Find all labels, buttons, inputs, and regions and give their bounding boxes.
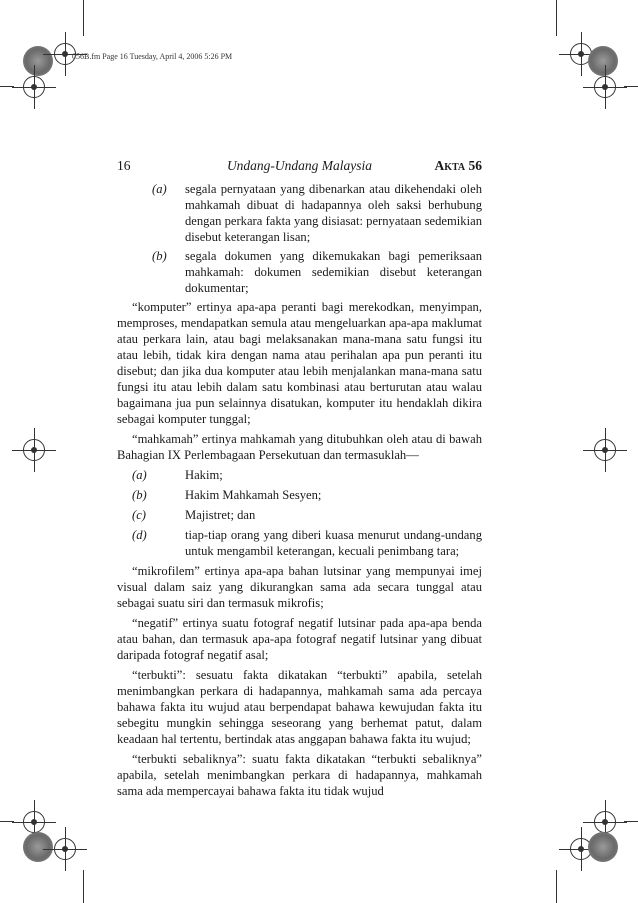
crosshair-mark-left-top [23,76,45,98]
definition-terbukti-sebaliknya: “terbukti sebaliknya”: suatu fakta dikatakan “terbukti sebaliknya” apabila, setelah menimbangkan perkara di hadapannya, mahkamah sama ada mempercayai bahawa fakta itu tidak wujud [117,752,482,798]
item-text: tiap-tiap orang yang diberi kuasa menurut undang-undang untuk mengambil keterangan, kecuali penimbang tara; [185,528,482,558]
item-text: segala pernyataan yang dibenarkan atau dikehendaki oleh mahkamah dibuat di hadapannya oleh saksi berhubung dengan perkara fakta yang disiasat: pernyataan sedemikian disebut keterangan lisan; [185,182,482,244]
list-item [117,487,482,503]
mahkamah-list [117,467,482,559]
crosshair-mark-right-middle [594,439,616,461]
trim-line [83,0,84,36]
item-text: Majistret; dan [185,508,256,522]
item-text: segala dokumen yang dikemukakan bagi pemeriksaan mahkamah: dokumen sedemikian disebut keterangan dokumentar; [185,249,482,295]
definition-mikrofilem: “mikrofilem” ertinya apa-apa bahan lutsinar yang mempunyai imej visual dalam saiz yang dikurangkan sama ada secara tunggal atau sebagai suatu siri dan termasuk mikrofis; [117,564,482,610]
crosshair-mark-right-bottom [594,811,616,833]
item-label: (b) [152,249,167,263]
item-label: (d) [132,528,147,542]
definition-mahkamah: “mahkamah” ertinya mahkamah yang ditubuhkan oleh atau di bawah Bahagian IX Perlembagaan Persekutuan dan termasuklah— [117,432,482,462]
trim-line [624,821,638,822]
trim-line [556,0,557,36]
item-label: (c) [132,508,146,522]
registration-disc-top-right [588,46,618,76]
item-label: (b) [132,488,147,502]
list-item [117,248,482,296]
list-item [117,181,482,245]
page-body [117,181,482,803]
item-label: (a) [132,468,147,482]
item-text: Hakim; [185,468,223,482]
definition-terbukti: “terbukti”: sesuatu fakta dikatakan “terbukti” apabila, setelah menimbangkan perkara di hadapannya, mahkamah sama ada percaya bahawa fakta itu wujud atau berpendapat bahawa kewujudan fakta itu sebegitu mungkin sehingga seseorang yang berhemat patut, dalam keadaan hal tertentu, bertindak atas anggapan bahawa fakta itu wujud; [117,668,482,746]
definition-komputer: “komputer” ertinya apa-apa peranti bagi merekodkan, menyimpan, memproses, mendapatkan semula atau mengeluarkan apa-apa maklumat atau perkara lain, atau bagi melaksanakan mana-mana satu fungsi itu atau lebih, tidak kira dengan nama atau perihalan apa pun peranti itu disebut; dan jika dua komputer atau lebih menjalankan mana-mana satu fungsi itu atau lebih dalam satu kombinasi atau berturutan atau walau bagaimana jua pun selainnya disatukan, komputer itu hendaklah dikira sebagai komputer tunggal; [117,300,482,426]
item-label: (a) [152,182,167,196]
registration-disc-bottom-left [23,832,53,862]
trim-line [83,870,84,903]
crosshair-mark-left-bottom [23,811,45,833]
crosshair-mark-right-top [594,76,616,98]
list-item [117,507,482,523]
item-text: Hakim Mahkamah Sesyen; [185,488,322,502]
trim-line [556,870,557,903]
act-number: AKTA 56 [434,158,482,173]
registration-disc-top-left [23,46,53,76]
header-title: Undang-Undang Malaysia [226,158,373,173]
trim-line [0,86,14,87]
page-number: 16 [117,158,131,173]
trim-line [624,86,638,87]
crosshair-mark-bottom-left [54,838,76,860]
registration-disc-bottom-right [588,832,618,862]
trim-line [0,821,14,822]
crosshair-mark-left-middle [23,439,45,461]
definition-negatif: “negatif” ertinya suatu fotograf negatif lutsinar pada apa-apa benda atau bahan, dan termasuk apa-apa fotograf negatif lutsinar yang dibuat daripada fotograf negatif asal; [117,616,482,662]
file-slug: 056B.fm Page 16 Tuesday, April 4, 2006 5:26 PM [72,52,233,61]
list-item [117,467,482,483]
list-item [117,527,482,559]
running-header [117,158,482,176]
